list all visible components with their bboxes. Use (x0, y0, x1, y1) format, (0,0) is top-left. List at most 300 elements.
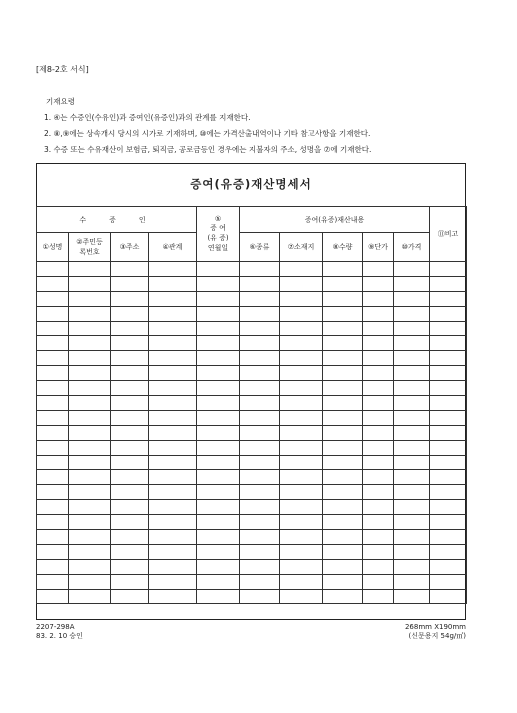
table-cell[interactable] (69, 574, 111, 589)
table-cell[interactable] (394, 515, 430, 530)
header-location: ⑦소재지 (280, 233, 323, 262)
table-cell[interactable] (149, 351, 197, 366)
table-cell[interactable] (69, 440, 111, 455)
table-cell[interactable] (323, 589, 363, 604)
table-cell[interactable] (240, 396, 280, 411)
table-cell[interactable] (394, 530, 430, 545)
table-cell[interactable] (240, 262, 280, 277)
table-cell[interactable] (323, 262, 363, 277)
table-cell[interactable] (197, 396, 240, 411)
table-cell[interactable] (240, 291, 280, 306)
table-cell[interactable] (394, 544, 430, 559)
table-cell[interactable] (37, 500, 69, 515)
table-cell[interactable] (111, 530, 149, 545)
table-cell[interactable] (37, 470, 69, 485)
table-cell[interactable] (280, 440, 323, 455)
table-cell[interactable] (430, 336, 467, 351)
table-cell[interactable] (430, 485, 467, 500)
table-cell[interactable] (197, 336, 240, 351)
approval-date: 83. 2. 10 승인 (36, 632, 83, 640)
table-cell[interactable] (197, 381, 240, 396)
table-cell[interactable] (394, 396, 430, 411)
table-cell[interactable] (323, 574, 363, 589)
table-cell[interactable] (280, 366, 323, 381)
table-cell[interactable] (394, 574, 430, 589)
table-cell[interactable] (69, 321, 111, 336)
table-cell[interactable] (149, 381, 197, 396)
header-property: 증여(유증)재산내용 (240, 207, 430, 233)
table-cell[interactable] (69, 336, 111, 351)
table-cell[interactable] (69, 410, 111, 425)
table-cell[interactable] (430, 276, 467, 291)
table-cell[interactable] (69, 589, 111, 604)
table-cell[interactable] (430, 455, 467, 470)
table-cell[interactable] (394, 366, 430, 381)
table-cell[interactable] (363, 321, 394, 336)
guide-title: 기재요령 (46, 97, 75, 106)
table-cell[interactable] (323, 276, 363, 291)
property-table (36, 206, 467, 604)
table-cell[interactable] (149, 291, 197, 306)
table-cell[interactable] (69, 381, 111, 396)
header-remarks: ⑪비고 (430, 207, 467, 262)
table-cell[interactable] (111, 500, 149, 515)
header-relation: ④관계 (149, 233, 197, 262)
table-cell[interactable] (149, 574, 197, 589)
table-cell[interactable] (363, 425, 394, 440)
table-row (37, 336, 467, 351)
table-row (37, 262, 467, 277)
table-cell[interactable] (280, 321, 323, 336)
table-cell[interactable] (197, 291, 240, 306)
header-gift-date: ⑤ 증 여 (유 증) 연월일 (197, 207, 240, 262)
table-cell[interactable] (149, 276, 197, 291)
table-cell[interactable] (240, 589, 280, 604)
table-cell[interactable] (280, 262, 323, 277)
table-cell[interactable] (363, 351, 394, 366)
table-cell[interactable] (394, 425, 430, 440)
form-code: 2207-298A (36, 623, 75, 631)
table-cell[interactable] (430, 515, 467, 530)
table-cell[interactable] (363, 500, 394, 515)
table-cell[interactable] (149, 470, 197, 485)
table-cell[interactable] (111, 470, 149, 485)
table-row (37, 276, 467, 291)
table-cell[interactable] (394, 262, 430, 277)
table-cell[interactable] (69, 544, 111, 559)
table-row (37, 500, 467, 515)
table-cell[interactable] (394, 321, 430, 336)
table-cell[interactable] (280, 559, 323, 574)
table-cell[interactable] (149, 589, 197, 604)
header-kind: ⑥종류 (240, 233, 280, 262)
table-cell[interactable] (111, 276, 149, 291)
header-quantity: ⑧수량 (323, 233, 363, 262)
table-cell[interactable] (363, 276, 394, 291)
table-cell[interactable] (37, 366, 69, 381)
guide-section (44, 94, 371, 158)
table-cell[interactable] (111, 366, 149, 381)
table-row (37, 515, 467, 530)
table-cell[interactable] (69, 559, 111, 574)
table-cell[interactable] (111, 262, 149, 277)
table-cell[interactable] (37, 425, 69, 440)
table-cell[interactable] (37, 396, 69, 411)
table-cell[interactable] (394, 485, 430, 500)
table-cell[interactable] (197, 351, 240, 366)
table-cell[interactable] (149, 336, 197, 351)
table-cell[interactable] (197, 574, 240, 589)
table-cell[interactable] (430, 559, 467, 574)
table-cell[interactable] (323, 500, 363, 515)
table-cell[interactable] (323, 485, 363, 500)
table-cell[interactable] (69, 276, 111, 291)
table-cell[interactable] (111, 381, 149, 396)
table-cell[interactable] (394, 381, 430, 396)
table-cell[interactable] (240, 470, 280, 485)
table-cell[interactable] (111, 544, 149, 559)
table-body (37, 262, 467, 604)
table-cell[interactable] (240, 544, 280, 559)
table-cell[interactable] (240, 425, 280, 440)
table-cell[interactable] (323, 530, 363, 545)
table-row (37, 530, 467, 545)
table-row (37, 589, 467, 604)
table-cell[interactable] (197, 515, 240, 530)
table-cell[interactable] (240, 455, 280, 470)
table-row (37, 351, 467, 366)
table-cell[interactable] (240, 574, 280, 589)
table-cell[interactable] (430, 262, 467, 277)
table-cell[interactable] (363, 485, 394, 500)
table-cell[interactable] (240, 559, 280, 574)
table-cell[interactable] (280, 336, 323, 351)
table-row (37, 396, 467, 411)
table-cell[interactable] (149, 410, 197, 425)
table-cell[interactable] (430, 381, 467, 396)
table-cell[interactable] (69, 306, 111, 321)
table-cell[interactable] (363, 515, 394, 530)
table-cell[interactable] (394, 410, 430, 425)
header-row-2 (37, 233, 467, 262)
table-cell[interactable] (149, 544, 197, 559)
header-price: ⑩가격 (394, 233, 430, 262)
table-cell[interactable] (69, 262, 111, 277)
table-row (37, 440, 467, 455)
table-cell[interactable] (111, 396, 149, 411)
table-cell[interactable] (69, 500, 111, 515)
table-cell[interactable] (37, 336, 69, 351)
table-cell[interactable] (430, 396, 467, 411)
table-cell[interactable] (323, 440, 363, 455)
table-row (37, 321, 467, 336)
table-cell[interactable] (394, 589, 430, 604)
table-row (37, 470, 467, 485)
table-cell[interactable] (37, 589, 69, 604)
table-cell[interactable] (394, 559, 430, 574)
table-cell[interactable] (197, 530, 240, 545)
table-cell[interactable] (430, 530, 467, 545)
footer-left (36, 623, 83, 641)
table-cell[interactable] (37, 291, 69, 306)
table-cell[interactable] (280, 276, 323, 291)
table-cell[interactable] (69, 351, 111, 366)
table-cell[interactable] (37, 381, 69, 396)
table-cell[interactable] (430, 291, 467, 306)
form-title: 증여(유증)재산명세서 (190, 177, 312, 191)
table-cell[interactable] (240, 485, 280, 500)
table-cell[interactable] (149, 440, 197, 455)
table-row (37, 544, 467, 559)
table-cell[interactable] (323, 351, 363, 366)
table-cell[interactable] (37, 574, 69, 589)
table-cell[interactable] (69, 515, 111, 530)
table-cell[interactable] (111, 559, 149, 574)
table-cell[interactable] (69, 396, 111, 411)
table-cell[interactable] (240, 410, 280, 425)
table-cell[interactable] (149, 559, 197, 574)
table-cell[interactable] (363, 306, 394, 321)
table-cell[interactable] (430, 351, 467, 366)
table-cell[interactable] (363, 396, 394, 411)
table-cell[interactable] (240, 276, 280, 291)
table-cell[interactable] (111, 589, 149, 604)
table-cell[interactable] (37, 321, 69, 336)
table-cell[interactable] (280, 515, 323, 530)
table-cell[interactable] (394, 470, 430, 485)
table-cell[interactable] (394, 455, 430, 470)
table-cell[interactable] (363, 262, 394, 277)
table-cell[interactable] (149, 306, 197, 321)
table-cell[interactable] (430, 544, 467, 559)
table-cell[interactable] (280, 574, 323, 589)
table-cell[interactable] (197, 544, 240, 559)
table-row (37, 485, 467, 500)
table-cell[interactable] (111, 455, 149, 470)
table-cell[interactable] (430, 321, 467, 336)
table-row (37, 291, 467, 306)
table-cell[interactable] (240, 515, 280, 530)
table-cell[interactable] (323, 544, 363, 559)
table-cell[interactable] (37, 455, 69, 470)
table-cell[interactable] (149, 262, 197, 277)
header-unit-price: ⑨단가 (363, 233, 394, 262)
table-cell[interactable] (280, 544, 323, 559)
table-cell[interactable] (394, 291, 430, 306)
table-cell[interactable] (111, 336, 149, 351)
table-cell[interactable] (69, 485, 111, 500)
table-cell[interactable] (394, 440, 430, 455)
form-box (36, 163, 466, 620)
table-cell[interactable] (323, 396, 363, 411)
table-row (37, 366, 467, 381)
table-cell[interactable] (323, 291, 363, 306)
guide-item-1: 1. ④는 수증인(수유인)과 증여인(유증인)과의 관계를 지재한다. (44, 113, 251, 122)
table-cell[interactable] (149, 485, 197, 500)
table-cell[interactable] (37, 262, 69, 277)
table-cell[interactable] (363, 589, 394, 604)
table-cell[interactable] (149, 530, 197, 545)
table-cell[interactable] (363, 530, 394, 545)
table-row (37, 306, 467, 321)
table-cell[interactable] (363, 381, 394, 396)
table-cell[interactable] (37, 276, 69, 291)
table-cell[interactable] (111, 515, 149, 530)
table-cell[interactable] (363, 410, 394, 425)
table-cell[interactable] (111, 306, 149, 321)
table-cell[interactable] (149, 396, 197, 411)
table-cell[interactable] (37, 544, 69, 559)
table-cell[interactable] (280, 306, 323, 321)
table-cell[interactable] (363, 440, 394, 455)
table-cell[interactable] (197, 500, 240, 515)
table-cell[interactable] (111, 485, 149, 500)
table-cell[interactable] (149, 515, 197, 530)
table-cell[interactable] (197, 559, 240, 574)
table-cell[interactable] (430, 366, 467, 381)
table-cell[interactable] (69, 366, 111, 381)
table-cell[interactable] (149, 321, 197, 336)
table-cell[interactable] (240, 321, 280, 336)
table-cell[interactable] (37, 410, 69, 425)
header-name: ①성명 (37, 233, 69, 262)
header-recipient: 수 증 인 (37, 207, 197, 233)
table-cell[interactable] (111, 440, 149, 455)
table-cell[interactable] (430, 440, 467, 455)
table-cell[interactable] (363, 366, 394, 381)
table-cell[interactable] (69, 470, 111, 485)
table-cell[interactable] (323, 515, 363, 530)
table-row (37, 559, 467, 574)
table-cell[interactable] (111, 425, 149, 440)
table-cell[interactable] (280, 485, 323, 500)
table-cell[interactable] (240, 336, 280, 351)
table-cell[interactable] (149, 366, 197, 381)
table-cell[interactable] (149, 500, 197, 515)
table-cell[interactable] (323, 381, 363, 396)
table-cell[interactable] (197, 470, 240, 485)
form-number: [제8-2호 서식] (36, 65, 89, 74)
table-cell[interactable] (280, 351, 323, 366)
table-cell[interactable] (240, 530, 280, 545)
table-cell[interactable] (37, 306, 69, 321)
table-cell[interactable] (69, 455, 111, 470)
table-cell[interactable] (240, 306, 280, 321)
table-cell[interactable] (240, 366, 280, 381)
table-cell[interactable] (280, 396, 323, 411)
table-cell[interactable] (197, 440, 240, 455)
table-cell[interactable] (323, 321, 363, 336)
table-cell[interactable] (430, 470, 467, 485)
table-cell[interactable] (430, 410, 467, 425)
table-cell[interactable] (430, 306, 467, 321)
table-cell[interactable] (37, 515, 69, 530)
table-cell[interactable] (197, 262, 240, 277)
table-cell[interactable] (280, 425, 323, 440)
table-cell[interactable] (394, 351, 430, 366)
table-row (37, 410, 467, 425)
table-cell[interactable] (430, 425, 467, 440)
table-cell[interactable] (37, 530, 69, 545)
table-cell[interactable] (323, 410, 363, 425)
table-cell[interactable] (197, 455, 240, 470)
table-cell[interactable] (280, 500, 323, 515)
table-row (37, 425, 467, 440)
table-cell[interactable] (363, 336, 394, 351)
table-cell[interactable] (197, 410, 240, 425)
table-cell[interactable] (111, 351, 149, 366)
table-cell[interactable] (111, 291, 149, 306)
table-cell[interactable] (149, 455, 197, 470)
table-cell[interactable] (323, 425, 363, 440)
table-cell[interactable] (363, 559, 394, 574)
table-cell[interactable] (240, 381, 280, 396)
table-cell[interactable] (280, 381, 323, 396)
table-cell[interactable] (430, 574, 467, 589)
table-cell[interactable] (37, 485, 69, 500)
table-cell[interactable] (280, 530, 323, 545)
table-cell[interactable] (111, 410, 149, 425)
table-cell[interactable] (197, 276, 240, 291)
table-cell[interactable] (323, 366, 363, 381)
table-cell[interactable] (394, 306, 430, 321)
table-cell[interactable] (323, 336, 363, 351)
table-cell[interactable] (280, 291, 323, 306)
table-cell[interactable] (240, 500, 280, 515)
table-cell[interactable] (323, 455, 363, 470)
table-cell[interactable] (111, 321, 149, 336)
table-cell[interactable] (197, 321, 240, 336)
header-row-1 (37, 207, 467, 233)
table-cell[interactable] (197, 366, 240, 381)
table-cell[interactable] (37, 559, 69, 574)
table-cell[interactable] (197, 306, 240, 321)
table-cell[interactable] (280, 455, 323, 470)
table-cell[interactable] (430, 589, 467, 604)
table-row (37, 455, 467, 470)
table-cell[interactable] (363, 470, 394, 485)
table-cell[interactable] (149, 425, 197, 440)
table-cell[interactable] (197, 589, 240, 604)
table-cell[interactable] (240, 351, 280, 366)
table-cell[interactable] (363, 574, 394, 589)
table-cell[interactable] (394, 336, 430, 351)
table-cell[interactable] (69, 425, 111, 440)
table-cell[interactable] (69, 530, 111, 545)
guide-item-3: 3. 수증 또는 수유재산이 보험금, 퇴직금, 공로금등인 경우에는 지불자의 주소, 성명을 ⑦에 기재한다. (44, 145, 372, 154)
table-cell[interactable] (280, 470, 323, 485)
table-cell[interactable] (240, 440, 280, 455)
table-cell[interactable] (363, 544, 394, 559)
table-cell[interactable] (363, 455, 394, 470)
table-cell[interactable] (394, 500, 430, 515)
table-cell[interactable] (280, 410, 323, 425)
table-cell[interactable] (197, 425, 240, 440)
table-cell[interactable] (430, 500, 467, 515)
table-cell[interactable] (323, 470, 363, 485)
table-cell[interactable] (280, 589, 323, 604)
table-cell[interactable] (69, 291, 111, 306)
table-cell[interactable] (323, 306, 363, 321)
table-cell[interactable] (111, 574, 149, 589)
paper-type: (신문용지 54g/㎡) (408, 632, 466, 640)
table-cell[interactable] (363, 291, 394, 306)
table-cell[interactable] (394, 276, 430, 291)
table-cell[interactable] (323, 559, 363, 574)
table-cell[interactable] (197, 485, 240, 500)
table-cell[interactable] (37, 440, 69, 455)
table-cell[interactable] (37, 351, 69, 366)
